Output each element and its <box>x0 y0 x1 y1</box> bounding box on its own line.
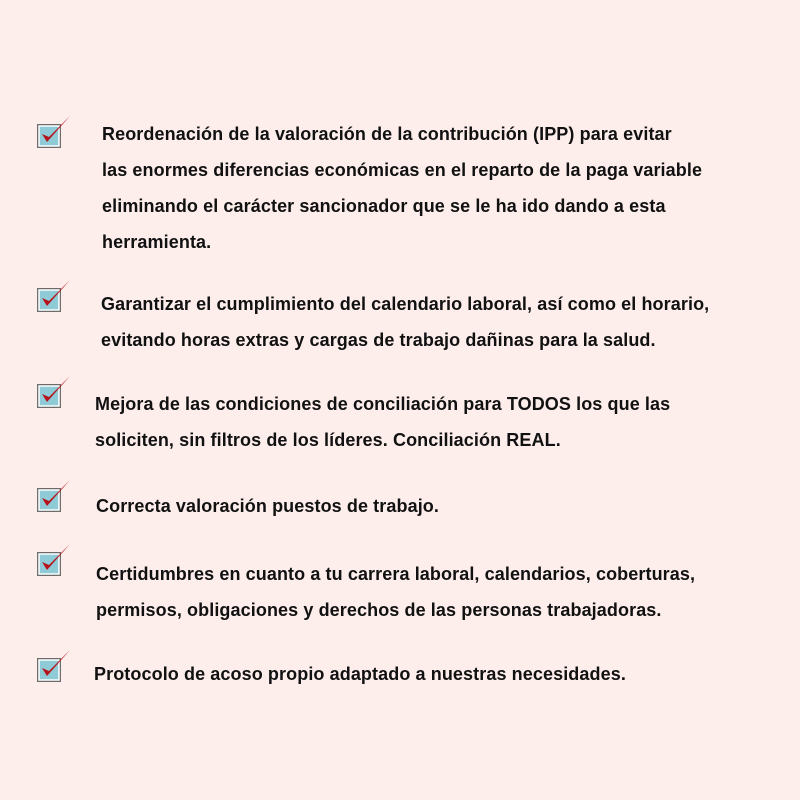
item-text <box>95 386 670 458</box>
checked-box-icon <box>34 372 74 412</box>
checked-box-icon <box>34 540 74 580</box>
item-text <box>102 116 702 260</box>
item-line: Protocolo de acoso propio adaptado a nuestras necesidades. <box>94 664 626 684</box>
item-line: Certidumbres en cuanto a tu carrera laboral, calendarios, coberturas, <box>96 564 696 584</box>
item-line: las enormes diferencias económicas en el reparto de la paga variable <box>102 160 703 180</box>
item-text <box>96 556 695 628</box>
item-line: herramienta. <box>102 232 212 252</box>
item-line: Reordenación de la valoración de la contribución (IPP) para evitar <box>102 124 672 144</box>
checked-box-icon <box>34 476 74 516</box>
item-text <box>101 286 709 358</box>
checked-box-icon <box>34 646 74 686</box>
item-line: Correcta valoración puestos de trabajo. <box>96 496 439 516</box>
item-line: eliminando el carácter sancionador que se le ha ido dando a esta <box>102 196 666 216</box>
item-line: evitando horas extras y cargas de trabajo dañinas para la salud. <box>101 330 656 350</box>
item-line: permisos, obligaciones y derechos de las personas trabajadoras. <box>96 600 662 620</box>
item-text <box>96 488 439 524</box>
item-line: soliciten, sin filtros de los líderes. Conciliación REAL. <box>95 430 561 450</box>
item-line: Mejora de las condiciones de conciliación para TODOS los que las <box>95 394 671 414</box>
checked-box-icon <box>34 112 74 152</box>
checked-box-icon <box>34 276 74 316</box>
item-text <box>94 656 626 692</box>
item-line: Garantizar el cumplimiento del calendario laboral, así como el horario, <box>101 294 710 314</box>
